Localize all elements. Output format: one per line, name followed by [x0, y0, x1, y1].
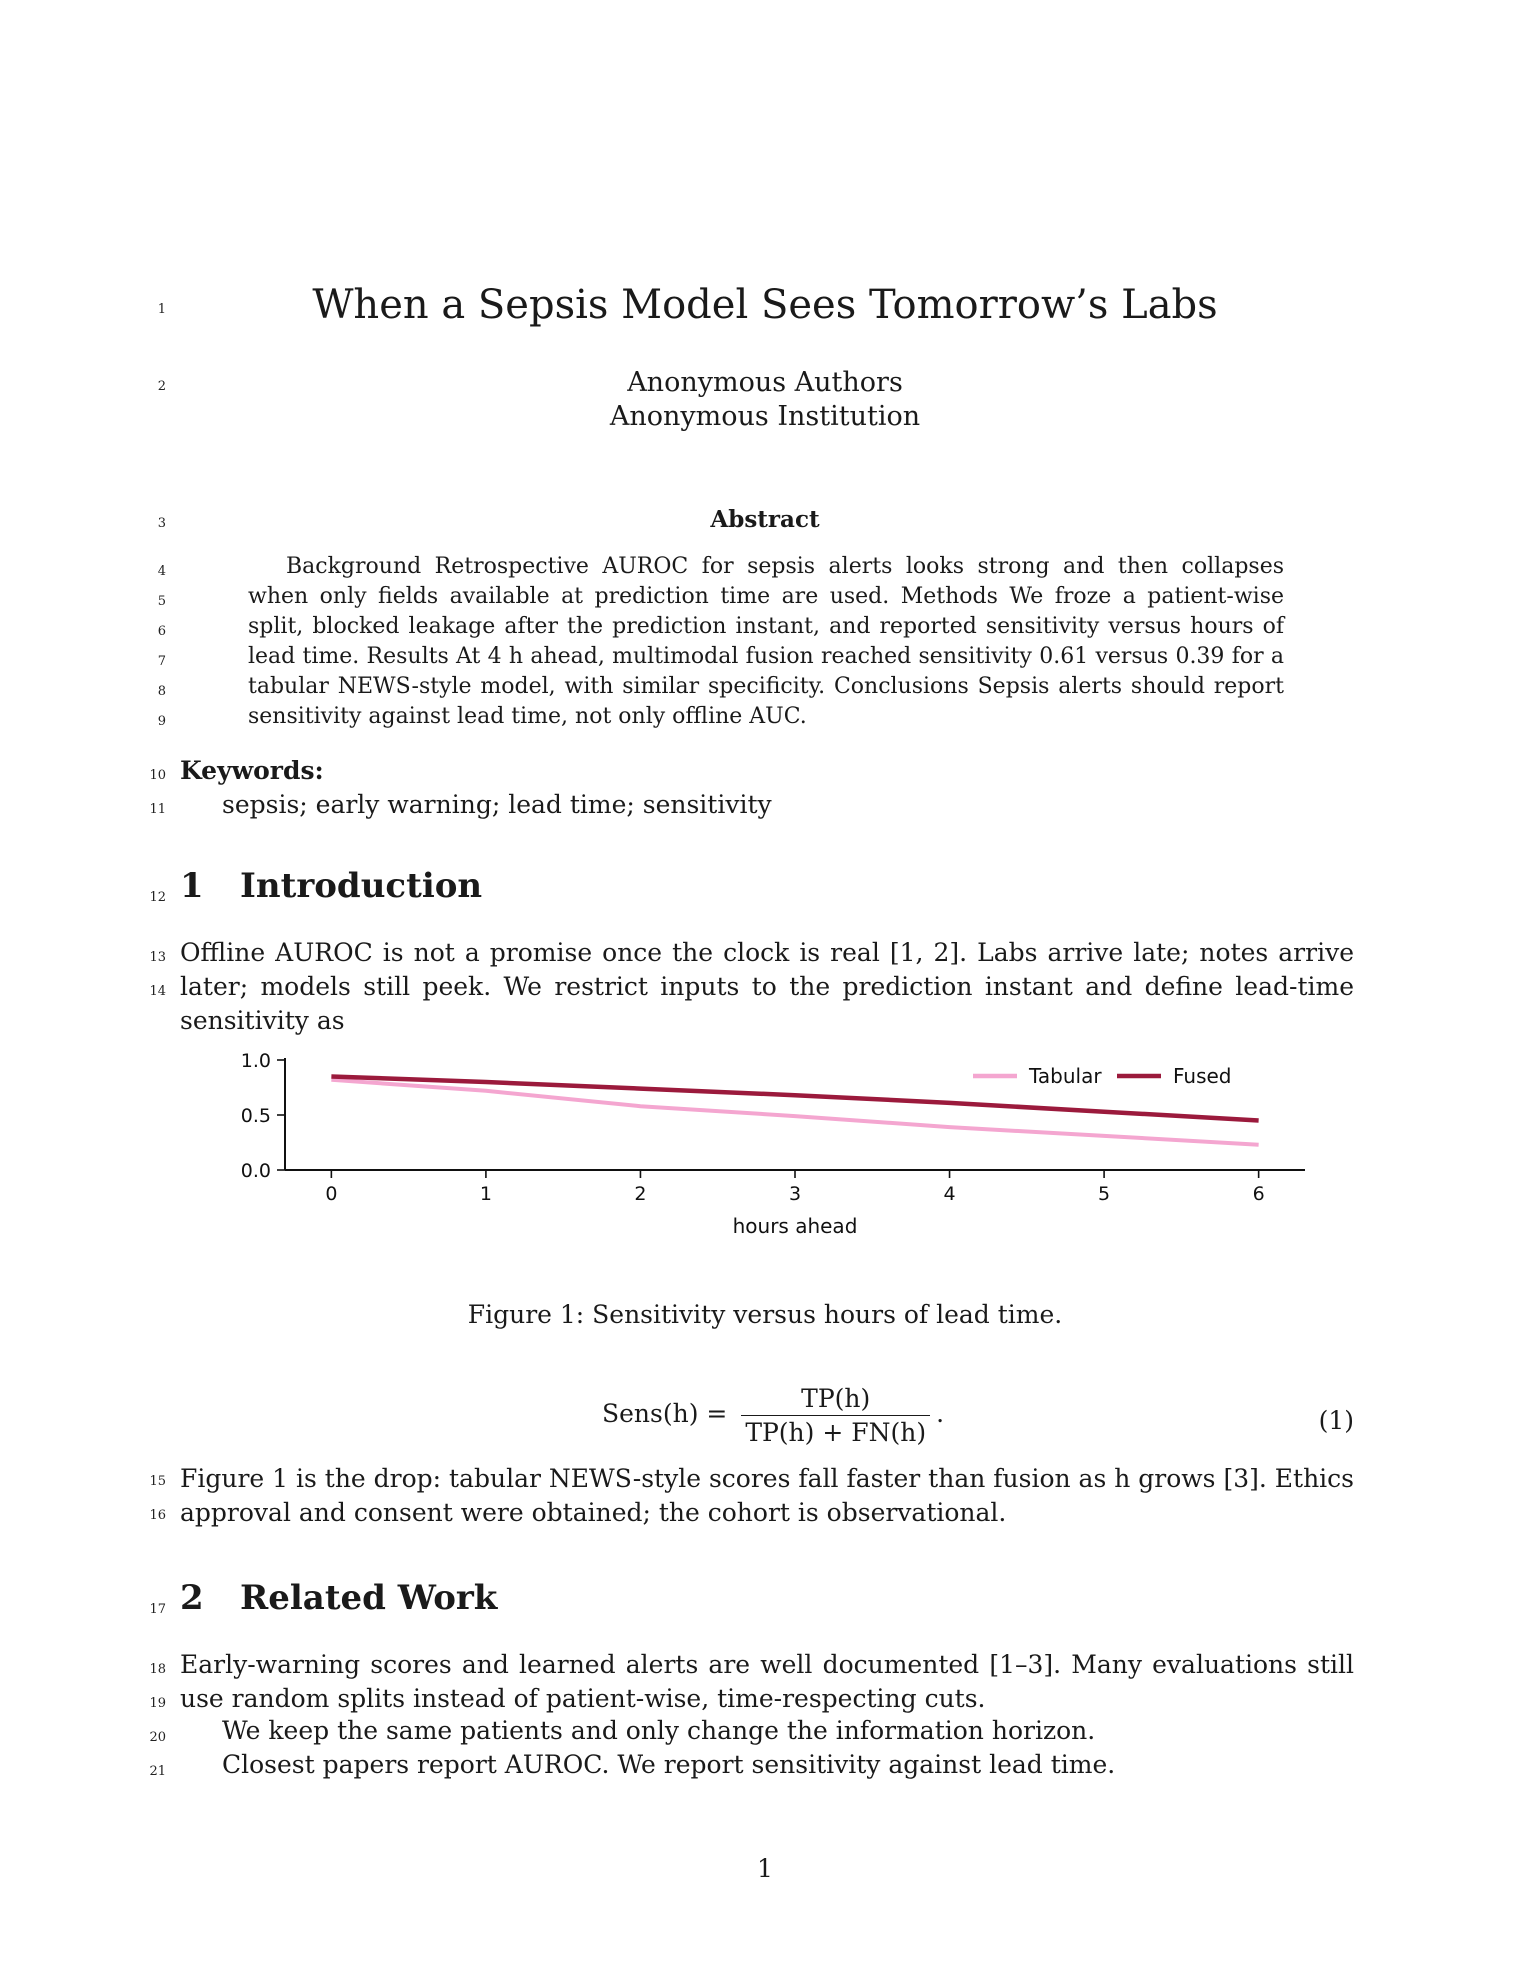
section-title: Related Work — [240, 1578, 498, 1618]
line-number: 10 — [149, 768, 166, 783]
page-number: 1 — [757, 1854, 773, 1883]
section-number: 2 — [180, 1578, 204, 1618]
line-number: 2 — [157, 379, 166, 394]
author-block — [0, 366, 1530, 434]
related-line-20: We keep the same patients and only change the information horizon. — [222, 1716, 1096, 1745]
authors: Anonymous Authors — [627, 367, 903, 398]
institution: Anonymous Institution — [609, 401, 921, 432]
x-tick-label: 2 — [634, 1183, 647, 1205]
line-number: 21 — [149, 1764, 166, 1779]
chart-series — [331, 1077, 1258, 1145]
section-heading-related-work — [180, 1578, 497, 1618]
line-number: 8 — [157, 684, 166, 699]
abstract-heading: Abstract — [710, 506, 820, 533]
line-number: 17 — [149, 1602, 166, 1617]
figure-caption: Figure 1: Sensitivity versus hours of lead time. — [467, 1300, 1063, 1329]
y-tick-label: 1.0 — [240, 1050, 271, 1072]
keywords-heading: Keywords: — [180, 756, 324, 785]
equation-numerator: TP(h) — [741, 1384, 930, 1416]
line-number: 9 — [157, 714, 166, 729]
abstract-text: Background Retrospective AUROC for sepsis alerts looks strong and then collapses when only fields available at prediction time are used. Methods We froze a patient-wise split, blocked leakage after the prediction instant, and reported sensitivity versus hours of lead time. Results At 4 h ahead, multimodal fusion reached sensitivity 0.61 versus 0.39 for a tabular NEWS-style model, with similar specificity. Conclusions Sepsis alerts should report sensitivity against lead time, not only offline AUC. — [248, 554, 1284, 729]
line-number: 6 — [157, 624, 166, 639]
y-tick-label: 0.5 — [240, 1105, 271, 1127]
equation-period: . — [936, 1399, 945, 1428]
equation-1 — [0, 1384, 1530, 1464]
line-number: 20 — [149, 1730, 166, 1745]
x-tick-label: 0 — [325, 1183, 338, 1205]
paper-title: When a Sepsis Model Sees Tomorrow’s Labs — [312, 282, 1218, 328]
intro-paragraph-2: Figure 1 is the drop: tabular NEWS-style scores fall faster than fusion as h grows [3]. Ethics approval and consent were obtained; the cohort is observational. — [180, 1464, 1354, 1527]
line-number: 13 — [149, 950, 166, 965]
legend-label: Fused — [1173, 1064, 1232, 1088]
line-number: 15 — [149, 1474, 166, 1489]
series-line-fused — [331, 1077, 1258, 1121]
equation-fraction — [741, 1384, 930, 1447]
x-tick-label: 5 — [1098, 1183, 1111, 1205]
section-title: Introduction — [240, 866, 483, 906]
y-tick-label: 0.0 — [240, 1160, 271, 1182]
line-number: 19 — [149, 1696, 166, 1711]
section-number: 1 — [180, 866, 204, 906]
line-number: 7 — [157, 654, 166, 669]
equation-denominator: TP(h) + FN(h) — [745, 1418, 927, 1447]
x-tick-label: 6 — [1252, 1183, 1265, 1205]
x-axis-label: hours ahead — [732, 1214, 858, 1238]
line-number: 12 — [149, 890, 166, 905]
line-number: 18 — [149, 1662, 166, 1677]
intro-paragraph-1: Offline AUROC is not a promise once the clock is real [1, 2]. Labs arrive late; notes arrive later; models still peek. We restrict inputs to the prediction instant and define lead-time sensitivity as — [180, 938, 1354, 1035]
equation-number: (1) — [1318, 1406, 1354, 1435]
x-tick-label: 3 — [788, 1183, 802, 1205]
related-paragraph-1: Early-warning scores and learned alerts are well documented [1–3]. Many evaluations still use random splits instead of patient-wise, time-respecting cuts. — [180, 1650, 1354, 1713]
legend-label: Tabular — [1029, 1064, 1102, 1088]
line-number: 3 — [157, 516, 166, 531]
section-heading-introduction — [180, 866, 482, 906]
equation-body — [602, 1384, 944, 1447]
line-number: 14 — [149, 984, 166, 999]
line-number: 4 — [157, 564, 166, 579]
equation-lhs: Sens(h) = — [602, 1399, 728, 1428]
related-line-21: Closest papers report AUROC. We report sensitivity against lead time. — [222, 1750, 1116, 1779]
x-tick-label: 1 — [479, 1183, 492, 1205]
line-number: 11 — [149, 802, 166, 817]
sensitivity-chart — [200, 1040, 1320, 1250]
line-number: 5 — [157, 594, 166, 609]
line-number: 16 — [149, 1508, 166, 1523]
line-number: 1 — [157, 302, 166, 317]
x-tick-label: 4 — [943, 1183, 956, 1205]
keywords-text: sepsis; early warning; lead time; sensitivity — [222, 790, 772, 819]
chart-legend — [973, 1064, 1232, 1088]
